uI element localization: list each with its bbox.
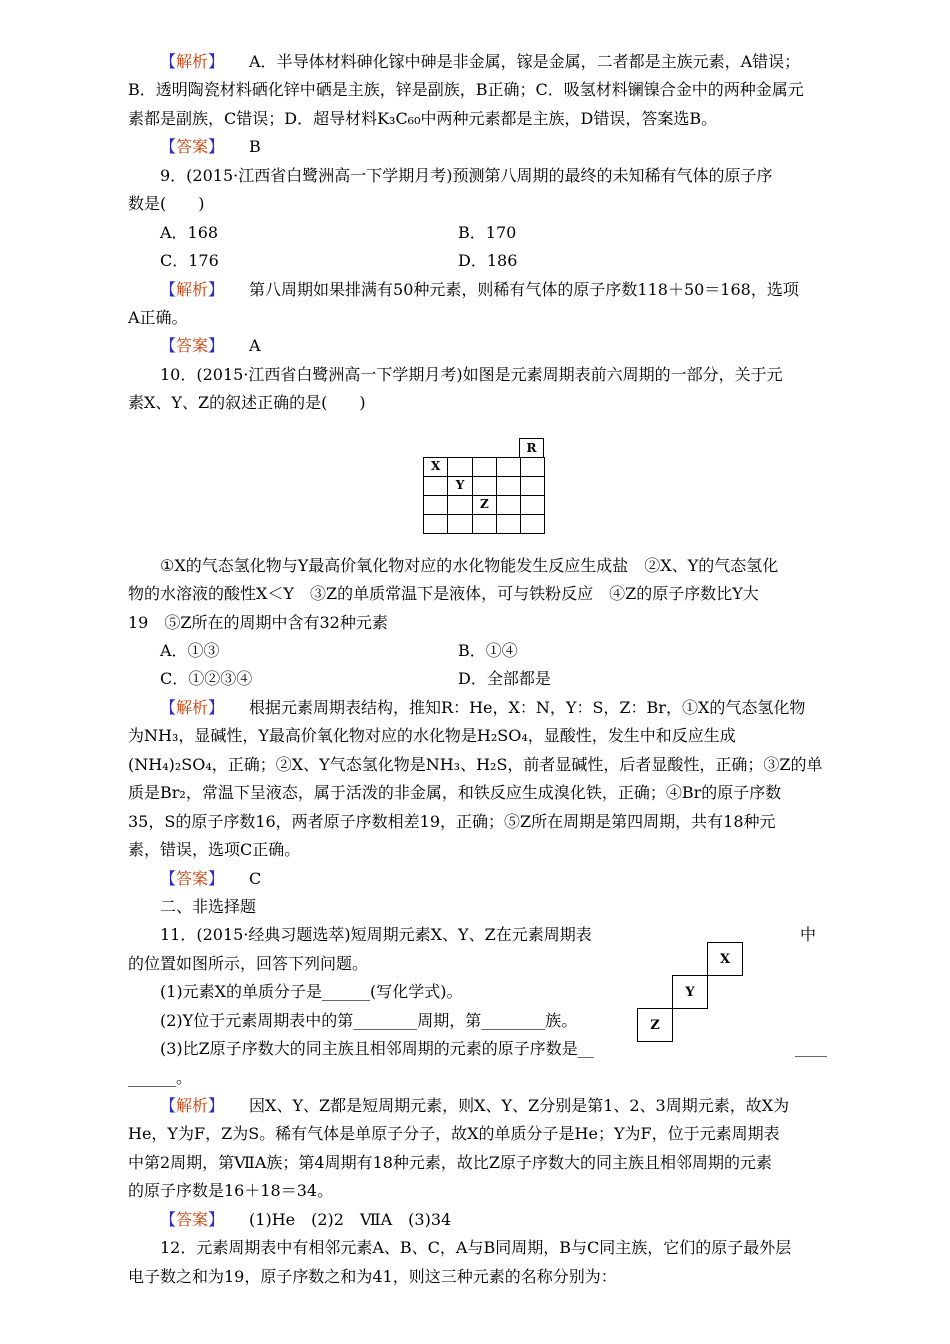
q10-option-b: B．①④ <box>458 641 518 660</box>
grid-cell <box>497 457 521 476</box>
tag-word-analysis: 解析 <box>176 697 209 717</box>
q9-options-row-2 <box>128 247 840 275</box>
stair-cell-Z: Z <box>637 1008 673 1042</box>
stair-cell-Y: Y <box>672 975 708 1009</box>
q10-option-d: D．全部都是 <box>458 669 551 689</box>
q11-analysis-line-3: 中第2周期，第ⅦA族；第4周期有18种元素，故比Z原子序数大的同主族且相邻周期的元素 <box>128 1152 773 1172</box>
q10-statement-line-2: 物的水溶液的酸性X＜Y ③Z的单质常温下是液体，可与铁粉反应 ④Z的原子序数比Y大 <box>128 584 759 604</box>
q10-analysis-line-1 <box>128 694 840 722</box>
grid-cell <box>497 495 521 514</box>
q9-option-b: B．170 <box>458 222 517 242</box>
q10-statement-line-1: ①X的气态氢化物与Y最高价氧化物对应的水化物能发生反应生成盐 ②X、Y的气态氢化 <box>160 555 779 575</box>
tag-bracket-open: 【 <box>160 336 177 356</box>
grid-cell <box>497 514 521 533</box>
q9-analysis-line-2: A正确。 <box>128 307 188 327</box>
analysis-tag <box>160 280 224 299</box>
q10-options-row-1 <box>128 637 840 665</box>
analysis-text: A．半导体材料砷化镓中砷是非金属，镓是金属，二者都是主族元素，A错误； <box>249 52 801 71</box>
analysis-text: 第八周期如果排满有50种元素，则稀有气体的原子序数118＋50＝168，选项 <box>249 279 799 299</box>
answer-tag <box>160 869 224 888</box>
q11-sub3-line: (3)比Z原子序数大的同主族且相邻周期的元素的原子序数是__ <box>160 1039 594 1059</box>
tag-bracket-close: 】 <box>208 1096 225 1115</box>
tag-bracket-open: 【 <box>160 1096 177 1115</box>
answer-text: A <box>249 336 261 356</box>
grid-cell-R: R <box>519 438 544 457</box>
q10-question-line-1: 10．(2015·江西省白鹭洲高一下学期月考)如图是元素周期表前六周期的一部分，关于元 <box>160 364 783 384</box>
tag-bracket-open: 【 <box>160 52 177 71</box>
grid-cell <box>424 495 448 514</box>
tag-word-analysis: 解析 <box>176 52 209 71</box>
q11-wrapped-character: 中 <box>800 925 817 944</box>
q9-option-a: A．168 <box>160 222 219 242</box>
tag-bracket-open: 【 <box>160 279 177 299</box>
q11-question-line-2: 的位置如图所示，回答下列问题。 <box>128 953 369 973</box>
periodic-grid <box>423 438 545 534</box>
q11-sub1-line: (1)元素X的单质分子是______(写化学式)。 <box>160 982 463 1002</box>
grid-cell <box>472 476 496 495</box>
answer-text: (1)He (2)2 ⅦA (3)34 <box>249 1209 452 1229</box>
q10-periodic-table-figure <box>128 438 840 534</box>
q11-far-blank-underscore: ____ <box>795 1038 827 1057</box>
q9-answer-line <box>128 332 840 360</box>
tag-bracket-close: 】 <box>208 137 225 157</box>
q10-answer-line <box>128 865 840 893</box>
q11-analysis-line-2: He，Y为F，Z为S。稀有气体是单原子分子，故X的单质分子是He；Y为F，位于元素周期表 <box>128 1124 780 1144</box>
q10-analysis-line-2: 为NH₃，显碱性，Y最高价氧化物对应的水化物是H₂SO₄，显酸性，发生中和反应生成 <box>128 726 736 746</box>
q9-option-d: D．186 <box>458 251 518 271</box>
answer-text: B <box>249 137 261 157</box>
grid-cell <box>424 514 448 533</box>
tag-bracket-open: 【 <box>160 1209 177 1229</box>
q10-question-line-2: 素X、Y、Z的叙述正确的是( ) <box>128 393 366 413</box>
stair-cell-X: X <box>707 942 743 976</box>
tag-bracket-open: 【 <box>160 697 177 717</box>
analysis-tag <box>160 698 224 717</box>
grid-cell-X: X <box>424 457 448 476</box>
q8-analysis-line-1 <box>128 48 840 76</box>
tag-word-answer: 答案 <box>176 868 209 888</box>
q9-question-line-2: 数是( ) <box>128 194 205 214</box>
q10-option-a: A．①③ <box>160 641 220 660</box>
answer-tag <box>160 336 224 355</box>
analysis-tag <box>160 1096 224 1115</box>
tag-word-answer: 答案 <box>176 1209 209 1229</box>
q12-question-line-1: 12．元素周期表中有相邻元素A、B、C，A与B同周期，B与C同主族，它们的原子最外层 <box>160 1238 792 1258</box>
analysis-text: 根据元素周期表结构，推知R：He，X：N，Y：S，Z：Br，①X的气态氢化物 <box>249 697 806 717</box>
tag-bracket-close: 】 <box>208 868 225 888</box>
q11-analysis-line-1 <box>128 1092 840 1120</box>
answer-tag <box>160 1210 224 1229</box>
q11-sub2-line: (2)Y位于元素周期表中的第________周期，第________族。 <box>160 1010 578 1030</box>
analysis-tag <box>160 52 224 71</box>
tag-bracket-close: 】 <box>208 697 225 717</box>
q11-blank-line: ______。 <box>128 1067 193 1087</box>
tag-word-analysis: 解析 <box>176 1096 209 1115</box>
q9-analysis-line-1 <box>128 276 840 304</box>
q11-question-line-1: 11．(2015·经典习题选萃)短周期元素X、Y、Z在元素周期表 <box>160 925 592 945</box>
document-content <box>128 48 840 1291</box>
grid-cell <box>448 457 472 476</box>
tag-bracket-close: 】 <box>208 1209 225 1229</box>
q12-question-line-2: 电子数之和为19，原子序数之和为41，则这三种元素的名称分别为： <box>128 1266 617 1286</box>
tag-bracket-open: 【 <box>160 137 177 157</box>
tag-word-answer: 答案 <box>176 336 209 356</box>
tag-word-answer: 答案 <box>176 137 209 157</box>
grid-cell <box>472 514 496 533</box>
q10-option-c: C．①②③④ <box>160 669 253 689</box>
answer-text: C <box>249 868 262 888</box>
grid-cell <box>521 495 545 514</box>
tag-bracket-close: 】 <box>208 52 225 71</box>
grid-cell <box>497 476 521 495</box>
q11-answer-line <box>128 1206 840 1234</box>
answer-tag <box>160 137 224 156</box>
grid-cell <box>472 457 496 476</box>
tag-bracket-close: 】 <box>208 336 225 356</box>
analysis-text: 因X、Y、Z都是短周期元素，则X、Y、Z分别是第1、2、3周期元素，故X为 <box>249 1096 790 1115</box>
grid-cell <box>424 476 448 495</box>
tag-bracket-close: 】 <box>208 279 225 299</box>
q10-analysis-line-3: (NH₄)₂SO₄，正确；②X、Y气态氢化物是NH₃、H₂S，前者显碱性，后者显酸性，正确；③Z的单 <box>128 754 823 774</box>
q10-analysis-line-5: 35，S的原子序数16，两者原子序数相差19，正确；⑤Z所在周期是第四周期，共有18种元 <box>128 811 776 831</box>
grid-cell <box>521 514 545 533</box>
grid-cell <box>448 495 472 514</box>
tag-word-analysis: 解析 <box>176 279 209 299</box>
q9-option-c: C．176 <box>160 251 219 271</box>
grid-cell-Z: Z <box>472 495 496 514</box>
q11-staircase-figure <box>637 942 743 1042</box>
tag-bracket-open: 【 <box>160 868 177 888</box>
grid-cell-Y: Y <box>448 476 472 495</box>
grid-cell <box>448 514 472 533</box>
q9-question-line-1: 9．(2015·江西省白鹭洲高一下学期月考)预测第八周期的最终的未知稀有气体的原子序 <box>160 165 773 185</box>
periodic-grid-table <box>423 457 545 534</box>
grid-cell <box>521 457 545 476</box>
q8-analysis-line-2: B．透明陶瓷材料硒化锌中硒是主族，锌是副族，B正确；C．吸氢材料镧镍合金中的两种金属元 <box>128 80 804 100</box>
section-heading: 二、非选择题 <box>160 896 257 916</box>
grid-cell <box>521 476 545 495</box>
q9-options-row-1 <box>128 219 840 247</box>
q10-statement-line-3: 19 ⑤Z所在的周期中含有32种元素 <box>128 612 388 632</box>
q10-analysis-line-6: 素，错误，选项C正确。 <box>128 840 301 860</box>
q8-analysis-line-3: 素都是副族，C错误；D．超导材料K₃C₆₀中两种元素都是主族，D错误，答案选B。 <box>128 108 718 128</box>
q10-options-row-2 <box>128 665 840 693</box>
q8-answer-line <box>128 133 840 161</box>
q11-analysis-line-4: 的原子序数是16＋18＝34。 <box>128 1181 334 1201</box>
q10-analysis-line-4: 质是Br₂，常温下呈液态，属于活泼的非金属，和铁反应生成溴化铁，正确；④Br的原子序数 <box>128 783 782 803</box>
